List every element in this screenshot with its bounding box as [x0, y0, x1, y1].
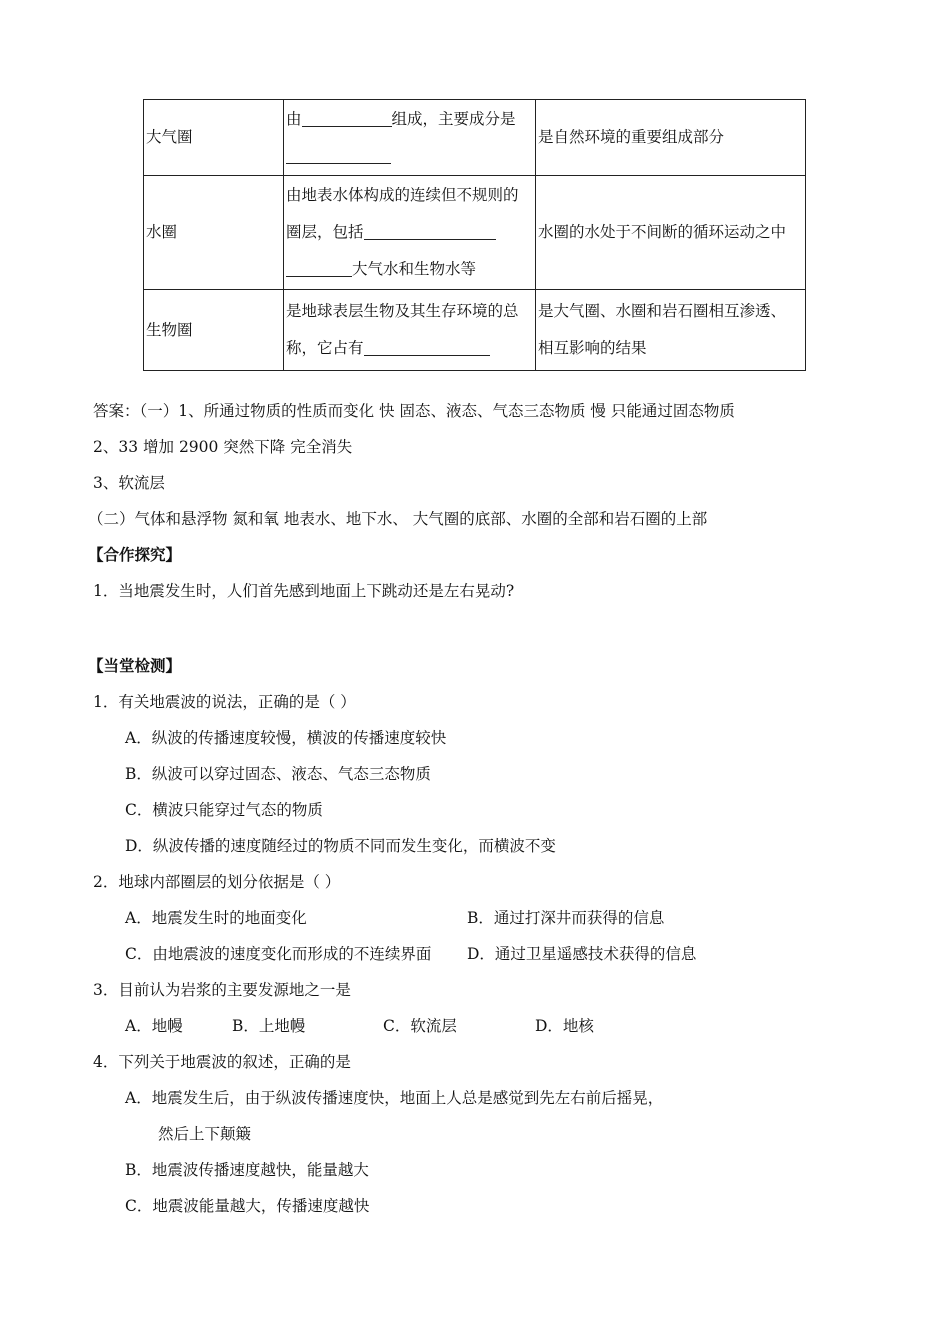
question-2-option-d[interactable]: D．通过卫星遥感技术获得的信息	[467, 945, 697, 963]
question-1-option-d[interactable]: D．纵波传播的速度随经过的物质不同而发生变化，而横波不变	[125, 837, 556, 855]
table-row	[144, 176, 806, 290]
answer-line-1: 答案：（一）1、所通过物质的性质而变化 快 固态、液态、气态三态物质 慢 只能通过固态物质	[93, 402, 735, 420]
question-4-option-a[interactable]: A．地震发生后，由于纵波传播速度快，地面上人总是感觉到先左右前后摇晃，	[125, 1089, 664, 1107]
sphere-name: 生物圈	[144, 290, 284, 371]
question-2-option-c[interactable]: C．由地震波的速度变化而形成的不连续界面	[125, 945, 432, 963]
question-1-option-a[interactable]: A．纵波的传播速度较慢，横波的传播速度较快	[125, 729, 447, 747]
sphere-composition: 是地球表层生物及其生存环境的总 称，它占有	[284, 290, 536, 371]
fill-blank[interactable]	[286, 258, 352, 277]
question-3-stem: 3．目前认为岩浆的主要发源地之一是	[93, 981, 351, 999]
fill-blank[interactable]	[302, 108, 392, 127]
fill-blank[interactable]	[364, 337, 490, 356]
question-3-option-a[interactable]: A．地幔	[125, 1017, 183, 1035]
sphere-name: 大气圈	[144, 100, 284, 176]
sphere-feature: 是自然环境的重要组成部分	[536, 100, 806, 176]
table-row	[144, 290, 806, 371]
sphere-composition: 由 组成，主要成分是	[284, 100, 536, 176]
answer-line-2: 2、33 增加 2900 突然下降 完全消失	[93, 438, 353, 456]
fill-blank[interactable]	[364, 221, 496, 240]
fill-blank[interactable]	[286, 145, 391, 164]
table-row	[144, 100, 806, 176]
sphere-feature: 是大气圈、水圈和岩石圈相互渗透、 相互影响的结果	[536, 290, 806, 371]
question-3-option-d[interactable]: D．地核	[535, 1017, 594, 1035]
coop-question-1: 1．当地震发生时，人们首先感到地面上下跳动还是左右晃动?	[93, 582, 515, 600]
question-4-option-b[interactable]: B．地震波传播速度越快，能量越大	[125, 1161, 369, 1179]
answer-line-3: 3、软流层	[93, 474, 165, 492]
question-3-option-c[interactable]: C．软流层	[383, 1017, 457, 1035]
sphere-feature: 水圈的水处于不间断的循环运动之中	[536, 176, 806, 290]
question-4-stem: 4．下列关于地震波的叙述，正确的是	[93, 1053, 351, 1071]
question-4-option-a-continued: 然后上下颠簸	[158, 1125, 252, 1143]
coop-heading: 【合作探究】	[88, 545, 182, 564]
answer-line-4: （二）气体和悬浮物 氮和氧 地表水、地下水、 大气圈的底部、水圈的全部和岩石圈的上部	[88, 510, 708, 528]
earth-spheres-table	[143, 99, 806, 371]
question-1-option-b[interactable]: B．纵波可以穿过固态、液态、气态三态物质	[125, 765, 431, 783]
question-2-stem: 2．地球内部圈层的划分依据是（ ）	[93, 873, 341, 891]
question-3-option-b[interactable]: B．上地幔	[232, 1017, 306, 1035]
question-1-stem: 1．有关地震波的说法，正确的是（ ）	[93, 693, 356, 711]
question-2-option-a[interactable]: A．地震发生时的地面变化	[125, 909, 307, 927]
question-1-option-c[interactable]: C．横波只能穿过气态的物质	[125, 801, 323, 819]
question-4-option-c[interactable]: C．地震波能量越大，传播速度越快	[125, 1197, 370, 1215]
sphere-composition: 由地表水体构成的连续但不规则的 圈层，包括 大气水和生物水等	[284, 176, 536, 290]
check-heading: 【当堂检测】	[88, 656, 182, 675]
sphere-name: 水圈	[144, 176, 284, 290]
question-2-option-b[interactable]: B．通过打深井而获得的信息	[467, 909, 665, 927]
